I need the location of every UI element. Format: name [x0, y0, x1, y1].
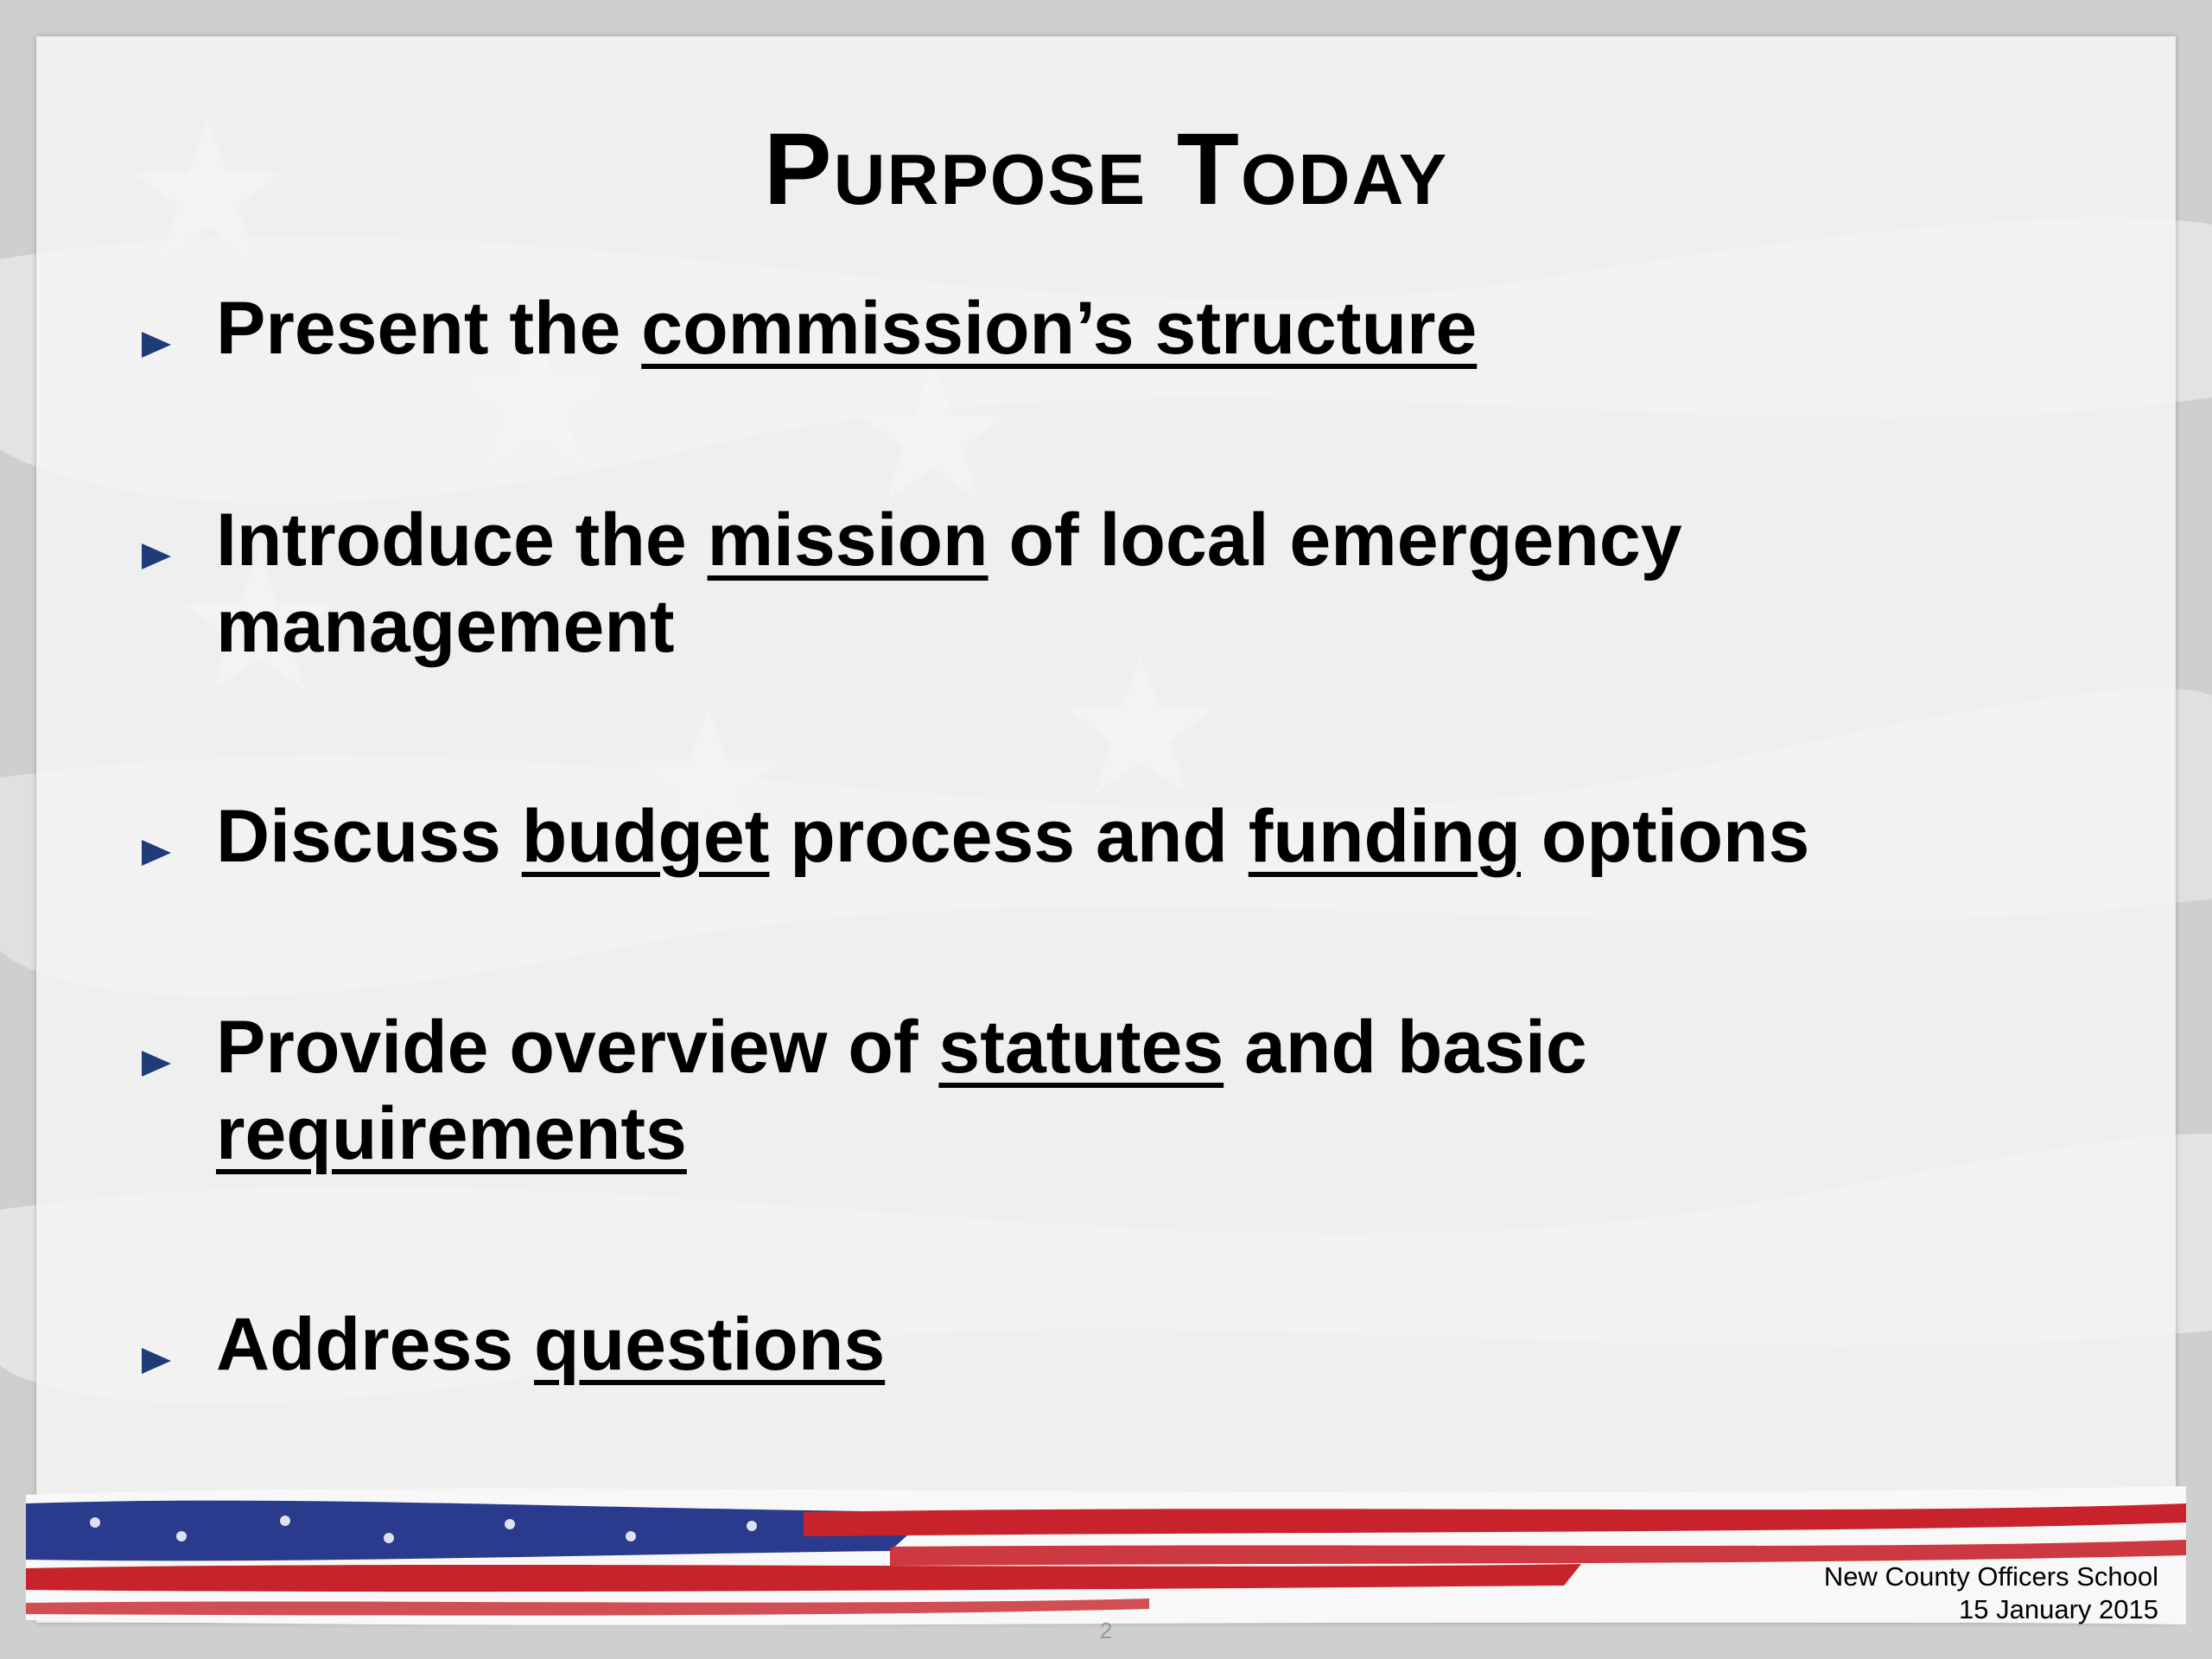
bullet-text-segment: of local emergency management	[216, 499, 1682, 668]
bullet-text	[216, 285, 1477, 372]
triangle-right-icon	[138, 538, 175, 575]
bullet-text-segment: Introduce the	[216, 499, 708, 582]
bullet-text-segment: and basic	[1224, 1006, 1587, 1089]
triangle-right-icon	[138, 327, 175, 363]
bullet-text	[216, 1004, 1858, 1177]
bullet-text	[216, 497, 1858, 670]
bullet-text-underlined: questions	[534, 1303, 886, 1386]
triangle-right-icon	[138, 1046, 175, 1082]
bullet-text	[216, 1301, 885, 1388]
bullet-text-segment: Address	[216, 1303, 535, 1386]
bullet-text-underlined: mission	[707, 499, 988, 582]
bullet-item	[138, 793, 2039, 880]
bullet-text	[216, 793, 1809, 880]
footer-info	[1824, 1560, 2158, 1626]
bullet-text-segment: process and	[769, 795, 1249, 878]
footer-event-name: New County Officers School	[1823, 1561, 2158, 1592]
bullet-text-segment: Present the	[216, 287, 642, 370]
bullet-text-underlined: commission’s structure	[641, 287, 1478, 370]
bullet-item	[138, 285, 2039, 372]
bullet-text-underlined: funding	[1248, 795, 1521, 878]
bullet-text-underlined: statutes	[938, 1006, 1224, 1089]
bullet-item	[138, 1301, 2039, 1388]
slide-title: Purpose Today	[763, 112, 1449, 226]
slide-page-number: 2	[1099, 1618, 1113, 1643]
bullet-text-segment: options	[1521, 795, 1810, 878]
bullet-item	[138, 497, 2039, 670]
triangle-right-icon	[138, 1343, 175, 1379]
bullet-text-segment: Discuss	[216, 795, 522, 878]
bullet-item	[138, 1004, 2039, 1177]
bullet-text-underlined: requirements	[216, 1092, 687, 1175]
footer-date: 15 January 2015	[1959, 1594, 2158, 1624]
bullet-text-underlined: budget	[521, 795, 770, 878]
bullet-text-segment: Provide overview of	[216, 1006, 939, 1089]
triangle-right-icon	[138, 835, 175, 871]
